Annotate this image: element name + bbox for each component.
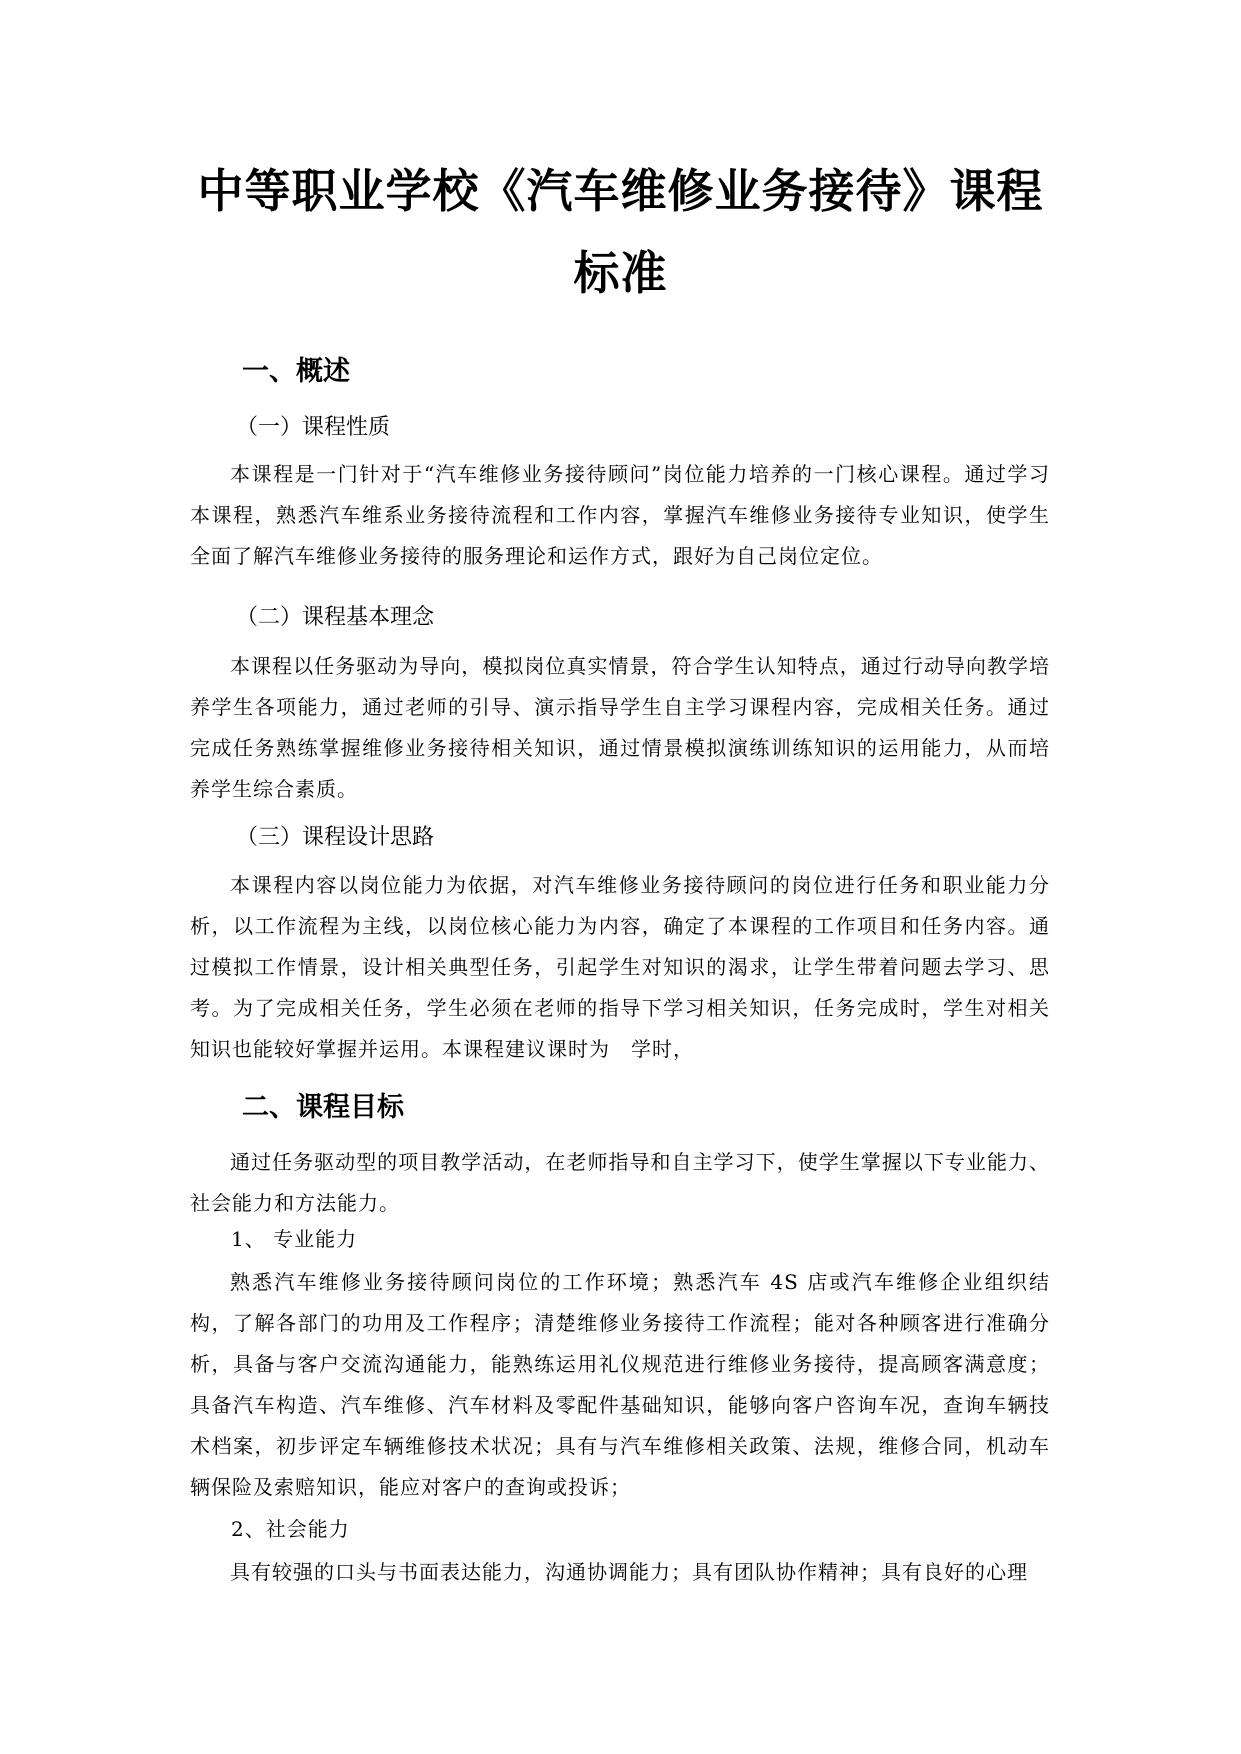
- paragraph-course-nature: 本课程是一门针对于“汽车维修业务接待顾问”岗位能力培养的一门核心课程。通过学习本课程，熟悉汽车维系业务接待流程和工作内容，掌握汽车维修业务接待专业知识，使学生全面了解汽车维修业务接待的服务理论和运作方式，跟好为自己岗位定位。: [190, 462, 1050, 568]
- section-heading-overview: 一、概述: [242, 356, 350, 387]
- paragraph-social-ability: 具有较强的口头与书面表达能力，沟通协调能力；具有团队协作精神；具有良好的心理: [230, 1560, 1028, 1584]
- section-heading-course-goals: 二、课程目标: [242, 1092, 404, 1123]
- title-line-2: 标准: [573, 246, 668, 300]
- subsection-heading-course-nature: （一）课程性质: [236, 415, 391, 440]
- paragraph-goals-intro: 通过任务驱动型的项目教学活动，在老师指导和自主学习下，使学生掌握以下专业能力、社会能力和方法能力。: [190, 1150, 1050, 1215]
- subsection-heading-design-idea: （三）课程设计思路: [236, 825, 435, 850]
- paragraph-design-idea: 本课程内容以岗位能力为依据，对汽车维修业务接待顾问的岗位进行任务和职业能力分析，以工作流程为主线，以岗位核心能力为内容，确定了本课程的工作项目和任务内容。通过模拟工作情景，设计相关典型任务，引起学生对知识的渴求，让学生带着问题去学习、思考。为了完成相关任务，学生必须在老师的指导下学习相关知识，任务完成时，学生对相关知识也能较好掌握并运用。本课程建议课时为 学时，: [190, 873, 1050, 1061]
- title-line-1: 中等职业学校《汽车维修业务接待》课程: [197, 164, 1044, 218]
- goal-item-professional-label: 1、 专业能力: [231, 1227, 358, 1251]
- subsection-heading-basic-concept: （二）课程基本理念: [236, 605, 435, 630]
- document-title: [0, 150, 1241, 314]
- paragraph-basic-concept: 本课程以任务驱动为导向，模拟岗位真实情景，符合学生认知特点，通过行动导向教学培养学生各项能力，通过老师的引导、演示指导学生自主学习课程内容，完成相关任务。通过完成任务熟练掌握维修业务接待相关知识，通过情景模拟演练训练知识的运用能力，从而培养学生综合素质。: [190, 654, 1050, 801]
- goal-item-social-label: 2、社会能力: [231, 1517, 350, 1541]
- paragraph-professional-ability: 熟悉汽车维修业务接待顾问岗位的工作环境；熟悉汽车 4S 店或汽车维修企业组织结构，了解各部门的功用及工作程序；清楚维修业务接待工作流程；能对各种顾客进行准确分析，具备与客户交流沟通能力，能熟练运用礼仪规范进行维修业务接待，提高顾客满意度；具备汽车构造、汽车维修、汽车材料及零配件基础知识，能够向客户咨询车况，查询车辆技术档案，初步评定车辆维修技术状况；具有与汽车维修相关政策、法规，维修合同，机动车辆保险及索赔知识，能应对客户的查询或投诉；: [190, 1270, 1050, 1499]
